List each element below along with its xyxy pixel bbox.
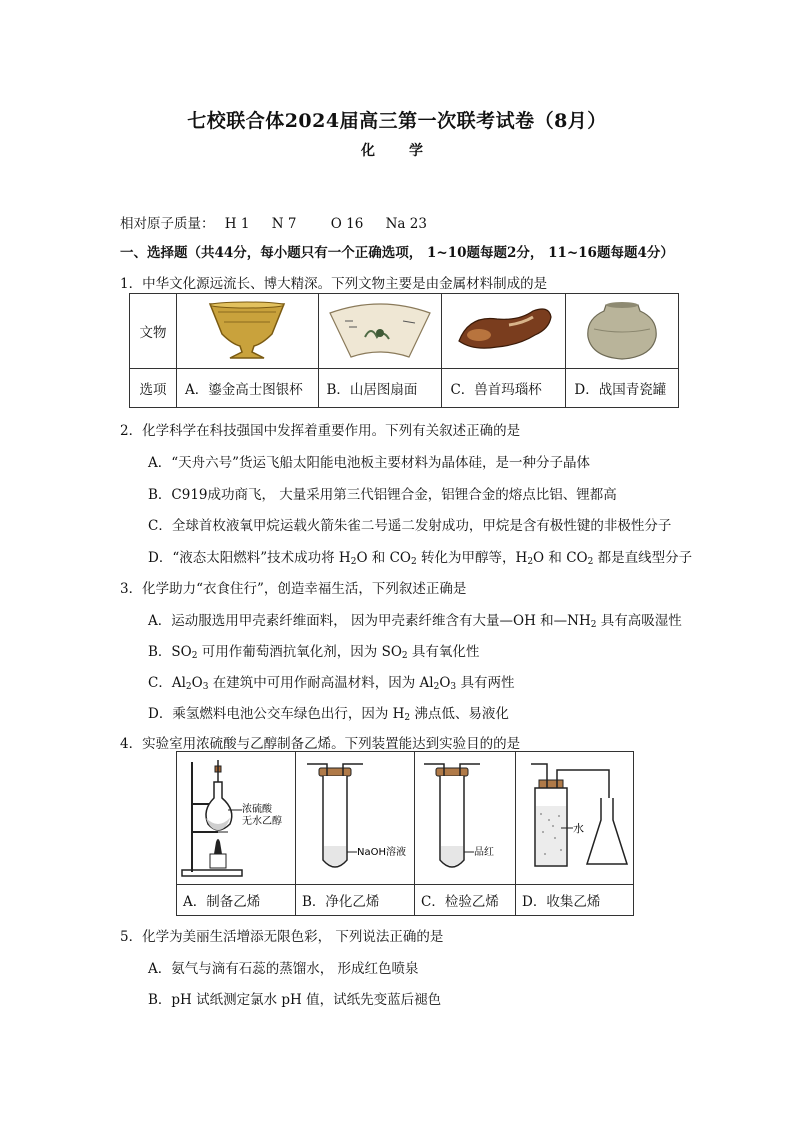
q4-option-d[interactable]: D．收集乙烯: [516, 885, 634, 916]
q1-image-row: [130, 294, 679, 369]
q2-d-sub-1: 2: [350, 557, 357, 567]
q2-stem: 2．化学科学在科技强国中发挥着重要作用。下列有关叙述正确的是: [120, 423, 521, 439]
q1-table: [129, 293, 679, 408]
q4-reagent-2: 无水乙醇: [242, 816, 282, 827]
q1-stem: 1．中华文化源远流长、博大精深。下列文物主要是由金属材料制成的是: [120, 276, 548, 292]
q1-row-head-artifact: 文物: [130, 294, 177, 369]
q1-option-c[interactable]: C．兽首玛瑙杯: [442, 369, 566, 408]
q3-option-d[interactable]: [148, 702, 509, 722]
atomic-mass-label: 相对原子质量：: [120, 216, 215, 232]
q1-image-a: [177, 294, 319, 369]
q4-reagent-1: 浓硫酸: [242, 804, 272, 815]
q3-b-sub-1: 2: [191, 651, 198, 661]
q4-image-row: [177, 752, 634, 885]
q1-option-d[interactable]: D．战国青瓷罐: [566, 369, 679, 408]
gas-collection-icon: [517, 754, 633, 882]
q4-apparatus-a: [177, 752, 296, 885]
q4-option-row: [177, 885, 634, 916]
q3-b-text-2: 可用作葡萄酒抗氧化剂，因为 SO: [197, 644, 402, 660]
q1-option-a[interactable]: A．鎏金高士图银杯: [177, 369, 319, 408]
q4-table: [176, 751, 634, 916]
q3-d-text-1: D．乘氢燃料电池公交车绿色出行，因为 H: [148, 706, 405, 722]
q2-d-text-1: D．“液态太阳燃料”技术成功将 H: [148, 550, 351, 566]
q4-option-b[interactable]: B．净化乙烯: [296, 885, 415, 916]
q4-option-a[interactable]: A．制备乙烯: [177, 885, 296, 916]
atomic-mass-na: Na 23: [385, 216, 427, 232]
test-tube-pinhong-icon: [416, 754, 514, 882]
q4-apparatus-c: [415, 752, 516, 885]
page-title: 七校联合体2024届高三第一次联考试卷（8月）: [187, 110, 607, 132]
q3-d-text-2: 沸点低、易液化: [410, 706, 509, 722]
q3-a-text-1: A．运动服选用甲壳素纤维面料， 因为甲壳素纤维含有大量—OH 和—NH: [148, 613, 591, 629]
q4-pinhong-label: 品红: [474, 847, 494, 858]
q3-c-sub-1: 2: [185, 682, 192, 692]
atomic-mass-n: N 7: [271, 216, 297, 232]
washing-tube-naoh-icon: [297, 754, 413, 882]
q2-option-d[interactable]: [148, 546, 692, 566]
agate-cup-icon: [449, 301, 559, 361]
q3-a-sub: 2: [590, 620, 597, 630]
q1-option-b[interactable]: B．山居图扇面: [318, 369, 442, 408]
q3-c-text-5: 具有两性: [456, 675, 515, 691]
q1-row-head-option: 选项: [130, 369, 177, 408]
q1-image-c: [442, 294, 566, 369]
q4-stem: 4．实验室用浓硫酸与乙醇制备乙烯。下列装置能达到实验目的的是: [120, 736, 521, 752]
q2-d-sub-2: 2: [411, 557, 417, 567]
q3-b-text-1: B．SO: [148, 644, 192, 660]
q3-a-text-2: 具有高吸湿性: [596, 613, 682, 629]
q3-b-text-3: 具有氧化性: [407, 644, 480, 660]
q4-apparatus-b: [296, 752, 415, 885]
q1-image-d: [566, 294, 679, 369]
atomic-mass-line: [120, 212, 445, 232]
q5-stem: 5．化学为美丽生活增添无限色彩， 下列说法正确的是: [120, 929, 444, 945]
q2-option-b[interactable]: B．C919成功商飞， 大量采用第三代铝锂合金，铝锂合金的熔点比铝、锂都高: [148, 487, 617, 503]
q1-option-row: [130, 369, 679, 408]
q3-stem: 3．化学助力“衣食住行”，创造幸福生活，下列叙述正确是: [120, 581, 467, 597]
q1-image-b: [318, 294, 442, 369]
q4-option-c[interactable]: C．检验乙烯: [415, 885, 516, 916]
q5-option-a[interactable]: A．氨气与滴有石蕊的蒸馏水， 形成红色喷泉: [148, 961, 419, 977]
flask-heating-apparatus-icon: [178, 754, 294, 882]
q3-c-sub-3: 2: [433, 682, 440, 692]
q4-water-label: 水: [572, 822, 584, 835]
q3-c-text-4: O: [439, 675, 451, 691]
q2-d-sub-3: 2: [527, 557, 534, 567]
q5-option-b[interactable]: B．pH 试纸测定氯水 pH 值，试纸先变蓝后褪色: [148, 992, 442, 1008]
q2-d-text-4: O 和 CO: [533, 550, 588, 566]
atomic-mass-h: H 1: [224, 216, 250, 232]
q3-c-text-1: C．Al: [148, 675, 186, 691]
q2-d-sub-4: 2: [587, 557, 594, 567]
q4-naoh-label: NaOH溶液: [357, 847, 406, 858]
celadon-jar-icon: [582, 299, 662, 363]
q3-c-sub-4: 3: [450, 682, 457, 692]
section-heading: 一、选择题（共44分，每小题只有一个正确选项， 1~10题每题2分， 11~16题每题4分）: [120, 245, 674, 261]
atomic-mass-o: O 16: [330, 216, 364, 232]
q3-c-text-3: 在建筑中可用作耐高温材料，因为 Al: [208, 675, 434, 691]
q4-apparatus-d: [516, 752, 634, 885]
fan-painting-icon: [325, 301, 435, 361]
q2-option-c[interactable]: C．全球首枚液氧甲烷运载火箭朱雀二号遥二发射成功，甲烷是含有极性键的非极性分子: [148, 518, 672, 534]
q3-b-sub-2: 2: [401, 651, 408, 661]
q3-option-c[interactable]: [148, 671, 514, 691]
gold-cup-icon: [202, 298, 292, 364]
q3-option-b[interactable]: [148, 640, 479, 660]
q2-d-text-3: 转化为甲醇等，H: [416, 550, 528, 566]
q3-c-sub-2: 3: [202, 682, 209, 692]
q3-c-text-2: O: [191, 675, 203, 691]
subject-heading: 化 学: [361, 143, 433, 159]
q3-option-a[interactable]: [148, 609, 682, 629]
q3-d-sub: 2: [404, 713, 411, 723]
q2-d-text-2: O 和 CO: [356, 550, 411, 566]
q2-option-a[interactable]: A．“天舟六号”货运飞船太阳能电池板主要材料为晶体硅，是一种分子晶体: [148, 455, 591, 471]
q2-d-text-5: 都是直线型分子: [593, 550, 693, 566]
